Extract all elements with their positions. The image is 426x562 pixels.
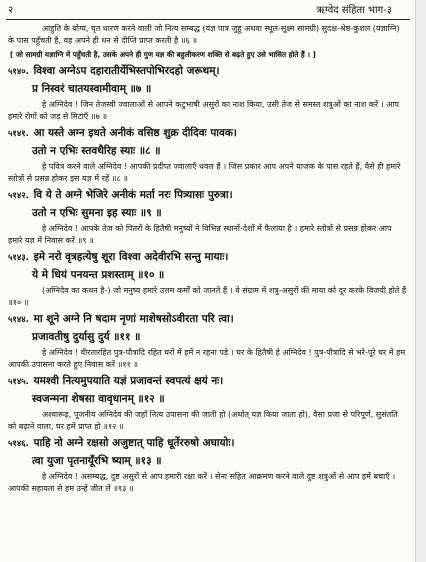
bracket-note: [ जो सामग्री यज्ञाग्नि में पहुँचती है, उसके अपने ही गुण यज्ञ की बहुलीकरण शक्ति से बढ़ते हुए उसे भासित होते हैं । ] xyxy=(10,50,316,59)
verse-number: ५१४१. xyxy=(8,129,29,139)
verse-text: पाहि नो अग्ने रक्षसो अजुष्टात् पाहि धूर्तेररुषो अघायोः। xyxy=(33,437,235,449)
verse-line-continued: त्वा युजा पृतनायूँरभि ष्याम् ॥१३ ॥ xyxy=(32,455,162,467)
verse-number: ५१४४. xyxy=(8,315,29,325)
verse-line-continued: प्रजावतीषु दुर्यासु दुर्य ॥११ ॥ xyxy=(32,331,141,343)
verse-line-continued: उतो न एभिः सुमना इह स्याः ॥९ ॥ xyxy=(32,207,162,219)
verse-number: ५१४०. xyxy=(8,67,29,77)
verse-line-continued: स्वजन्मना शेषसा वावृधानम् ॥१२ ॥ xyxy=(32,393,165,405)
verse-block xyxy=(8,63,408,98)
verse-number: ५१४६. xyxy=(8,439,29,449)
verse-line xyxy=(8,63,408,81)
verse-block xyxy=(8,125,408,160)
verse-text: आ यस्ते अग्न इधते अनीकं वसिष्ठ शुक्र दीदिवः पावक। xyxy=(33,127,237,139)
verse-text: इमे नरो वृत्रहत्येषु शूरा विश्वा अदेवीरभि सन्तु मायाः। xyxy=(33,251,229,263)
verse-block xyxy=(8,373,408,408)
verse-line xyxy=(8,187,408,205)
verse-line-continued: प्र निस्वरं चातयस्वामीवाम् ॥७ ॥ xyxy=(32,83,152,95)
verse-text: वि ये ते अग्ने भेजिरे अनीकं मर्ता नरः पित्र्यासः पुरुत्रा। xyxy=(33,189,233,201)
header-rule xyxy=(6,19,410,20)
verse-line xyxy=(8,125,408,143)
verse-line xyxy=(8,249,408,267)
page-number: २ xyxy=(8,5,14,16)
verse-line xyxy=(8,373,408,391)
verse-translation: हे पवित्र करने वाले अग्निदेव ! आपकी प्रदीप्त ज्वालाएँ धवल हैं । जिस प्रकार आप अपने याजक के पास रहते हैं, वैसे ही हमारे स्तोत्रों से प्रसन्न होकर इस यज्ञ में रहें ॥८ ॥ xyxy=(8,162,401,183)
verse-text: मा शूने अग्ने नि षदाम नृणां माशेषसोऽवीरता परि त्वा। xyxy=(33,313,234,325)
intro-paragraph: आहुति के योग्य, घृत धारण करने वाली जो नित्य सम्बद्ध (यज्ञ पात्र जुहू अथवा स्थूल-सूक्ष्म सामग्री) सुदक्ष-श्रेष्ठ-कुशल (यज्ञाग्नि) के पास पहुँचती है, वह अपने ही धन से दीप्ति प्राप्त करती है ॥६ ॥ xyxy=(8,24,400,45)
verse-line xyxy=(8,435,408,453)
verse-translation: अश्वारूढ़, पूजनीय अग्निदेव की जहाँ नित्य उपासना की जाती हो (अर्थात् यज्ञ किया जाता हो), वैसा प्रजा से परिपूर्ण, सुसंतति को बढ़ाने वाला, घर हमें प्राप्त हो ॥१२ ॥ xyxy=(8,410,398,431)
verse-translation: (अग्निदेव का कथन है-) जो मनुष्य हमारे उत्तम कर्मों को जानते हैं । वे संग्राम में शत्रु-असुरों की माया को दूर करके विजयी होते हैं ॥१० ॥ xyxy=(8,286,407,307)
verse-translation: हे अग्निदेव ! असम्बद्ध, दुष्ट असुरों से आप हमारी रक्षा करें । सेना सहित आक्रमण करने वाले दुष्ट शत्रुओं से आप हमें बचाएँ । आपकी सहायता से हम उन्हें जीत लें ॥१३ ॥ xyxy=(8,472,396,493)
verse-block xyxy=(8,187,408,222)
page-edge xyxy=(415,0,426,562)
verse-line-continued: ये मे धियं पनयन्त प्रशस्ताम् ॥१० ॥ xyxy=(32,269,165,281)
verse-block xyxy=(8,435,408,470)
verse-translation: हे अग्निदेव ! वीरतारहित पुत्र-पौत्रादि रहित घरों में हमें न रहना पड़े । घर के हितैषी हे अग्निदेव ! पुत्र-पौत्रादि से भरे-पूरे घर में हम आपकी उपासना करते हुए निवास करें ॥११ ॥ xyxy=(8,348,406,369)
verse-text: यमश्वी नित्यमुपयाति यज्ञं प्रजावन्तं स्वपत्यं क्षयं नः। xyxy=(33,375,224,387)
verse-number: ५१४५. xyxy=(8,377,29,387)
verse-number: ५१४२. xyxy=(8,191,29,201)
verse-number: ५१४३. xyxy=(8,253,29,263)
verse-line xyxy=(8,311,408,329)
verse-block xyxy=(8,311,408,346)
verse-translation: हे अग्निदेव ! जिन तेजस्वी ज्वालाओं से आपने कटुभाषी असुरों का नाश किया, उसी तेज से समस्त शत्रुओं का नाश करें । आप हमारे रोगों को जड़ से मिटाएँ ॥७ ॥ xyxy=(8,100,399,121)
verse-text: विश्वा अग्नेऽप दहारातीर्येभिस्तपोभिरदहो जरूथम्। xyxy=(33,65,220,77)
verse-block xyxy=(8,249,408,284)
verse-line-continued: उतो न एभिः स्तवथैरिह स्याः ॥८ ॥ xyxy=(32,145,161,157)
page-content xyxy=(8,23,408,497)
page-header xyxy=(8,4,406,18)
verse-translation: हे अग्निदेव ! आपके तेज को पितरों के हितैषी मनुष्यों ने विभिन्न स्थानों-देशों में फैलाया है । हमारे स्तोत्रों से प्रसन्न होकर आप हमारे यज्ञ में निवास करें ॥९ ॥ xyxy=(8,224,392,245)
running-title: ऋग्वेद संहिता भाग-३ xyxy=(316,5,392,16)
